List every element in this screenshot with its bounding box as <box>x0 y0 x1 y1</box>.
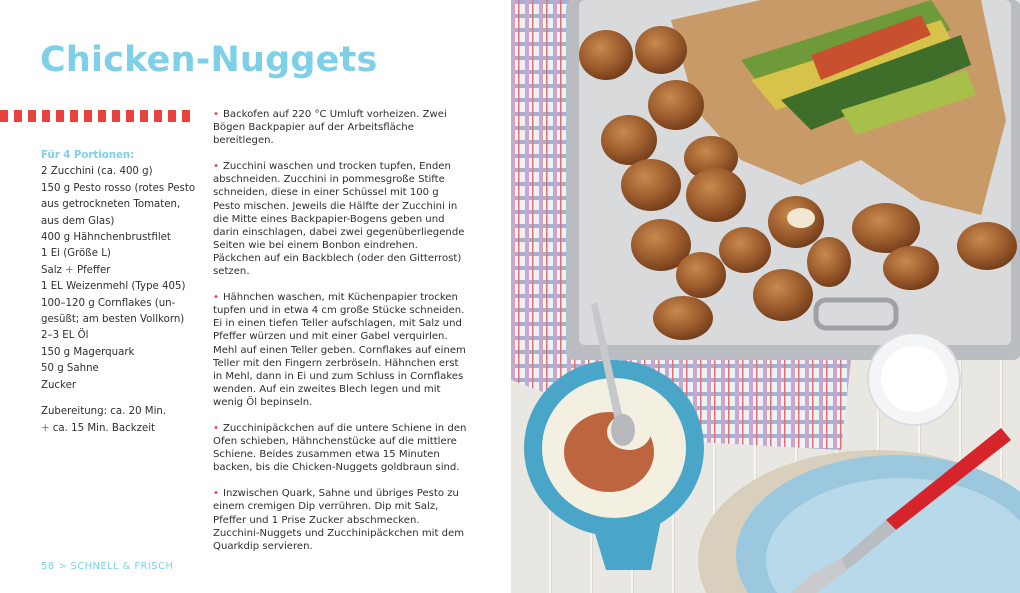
ingredient-item: 150 g Magerquark <box>41 346 135 358</box>
ingredient-item-salt-pepper <box>41 263 201 279</box>
bullet-icon: • <box>213 109 219 120</box>
ingredient-item: gesüßt; am besten Vollkorn) <box>41 314 185 326</box>
ingredient-list <box>41 148 201 437</box>
bullet-icon: • <box>213 422 219 434</box>
food-photo-illustration <box>511 0 1020 593</box>
step-text: Hähnchen waschen, mit Küchenpapier trocken tupfen und in etwa 4 cm große Stücke schneiden. Ei in einen tiefen Teller aufschlagen, mit Salz und Pfeffer würzen und mit einer Gabel verquirlen. Mehl auf einen Teller geben. Cornflakes auf einem Teller mit den Fingern zerbröseln. Hähnchen erst in Mehl, dann in Ei und zum Schluss in Cornflakes wenden. Auf ein zweites Blech legen und mit wenig Öl bepinseln. <box>213 292 466 408</box>
food-photo <box>511 0 1020 593</box>
step-1 <box>213 108 468 147</box>
step-4 <box>213 422 468 474</box>
ingredient-item: Zucker <box>41 379 77 391</box>
ingredient-item: aus getrockneten Tomaten, <box>41 199 181 211</box>
step-2 <box>213 160 468 278</box>
step-text: Inzwischen Quark, Sahne und übriges Pesto zu einem cremigen Dip verrühren. Dip mit Salz, Pfeffer und 1 Prise Zucker abschmecken. Zucchini-Nuggets und Zucchinipäckchen mit dem Quarkdip servieren. <box>213 488 465 552</box>
step-text: Zucchinipäckchen auf die untere Schiene in den Ofen schieben, Hähnchenstücke auf die mittlere Schiene. Beides zusammen etwa 15 Minuten backen, bis die Chicken-Nuggets goldbraun sind. <box>213 422 467 474</box>
step-3 <box>213 291 468 409</box>
bullet-icon: • <box>213 292 219 304</box>
instruction-steps <box>213 108 468 566</box>
prep-time: Zubereitung: ca. 20 Min. <box>41 406 167 418</box>
servings-heading: Für 4 Portionen: <box>41 150 135 161</box>
bake-time <box>41 421 201 437</box>
ingredient-item: 50 g Sahne <box>41 363 99 375</box>
step-text: Zucchini waschen und trocken tupfen, Enden abschneiden. Zucchini in pommesgroße Stifte schneiden, diese in einer Schüssel mit 100 g Pesto mischen. Jeweils die Hälfte der Zucchini in die Mitte eines Backpapier-Bogens geben und darin einschlagen, dabei zwei gegenüberliegende Seiten wie bei einem Bonbon eindrehen. Päckchen auf ein Backblech (oder den Gitterrost) setzen. <box>213 161 465 278</box>
bake-time-label: ca. 15 Min. Backzeit <box>52 422 156 434</box>
step-5 <box>213 487 468 552</box>
bullet-icon: • <box>213 488 219 500</box>
salt-label: Salz <box>41 264 62 276</box>
ingredient-item: 1 Ei (Größe L) <box>41 248 111 260</box>
decorative-stripe <box>0 110 196 122</box>
ingredient-item: 150 g Pesto rosso (rotes Pesto <box>41 182 196 194</box>
step-text: Backofen auf 220 °C Umluft vorheizen. Zwei Bögen Backpapier auf der Arbeitsfläche bereitlegen. <box>213 109 447 147</box>
plus-sign: + <box>41 422 50 434</box>
ingredient-item: 2–3 EL Öl <box>41 330 89 342</box>
plus-sign: + <box>65 264 74 276</box>
bullet-icon: • <box>213 161 219 173</box>
ingredient-item: 400 g Hähnchenbrustfilet <box>41 232 171 244</box>
ingredient-item: 1 EL Weizenmehl (Type 405) <box>41 281 186 293</box>
page-footer: 58 > SCHNELL & FRISCH <box>41 561 174 572</box>
pepper-label: Pfeffer <box>76 264 111 276</box>
ingredient-item: 2 Zucchini (ca. 400 g) <box>41 166 153 178</box>
ingredient-item: 100–120 g Cornflakes (un- <box>41 297 176 309</box>
ingredient-item: aus dem Glas) <box>41 215 115 227</box>
recipe-title: Chicken-Nuggets <box>40 40 378 80</box>
